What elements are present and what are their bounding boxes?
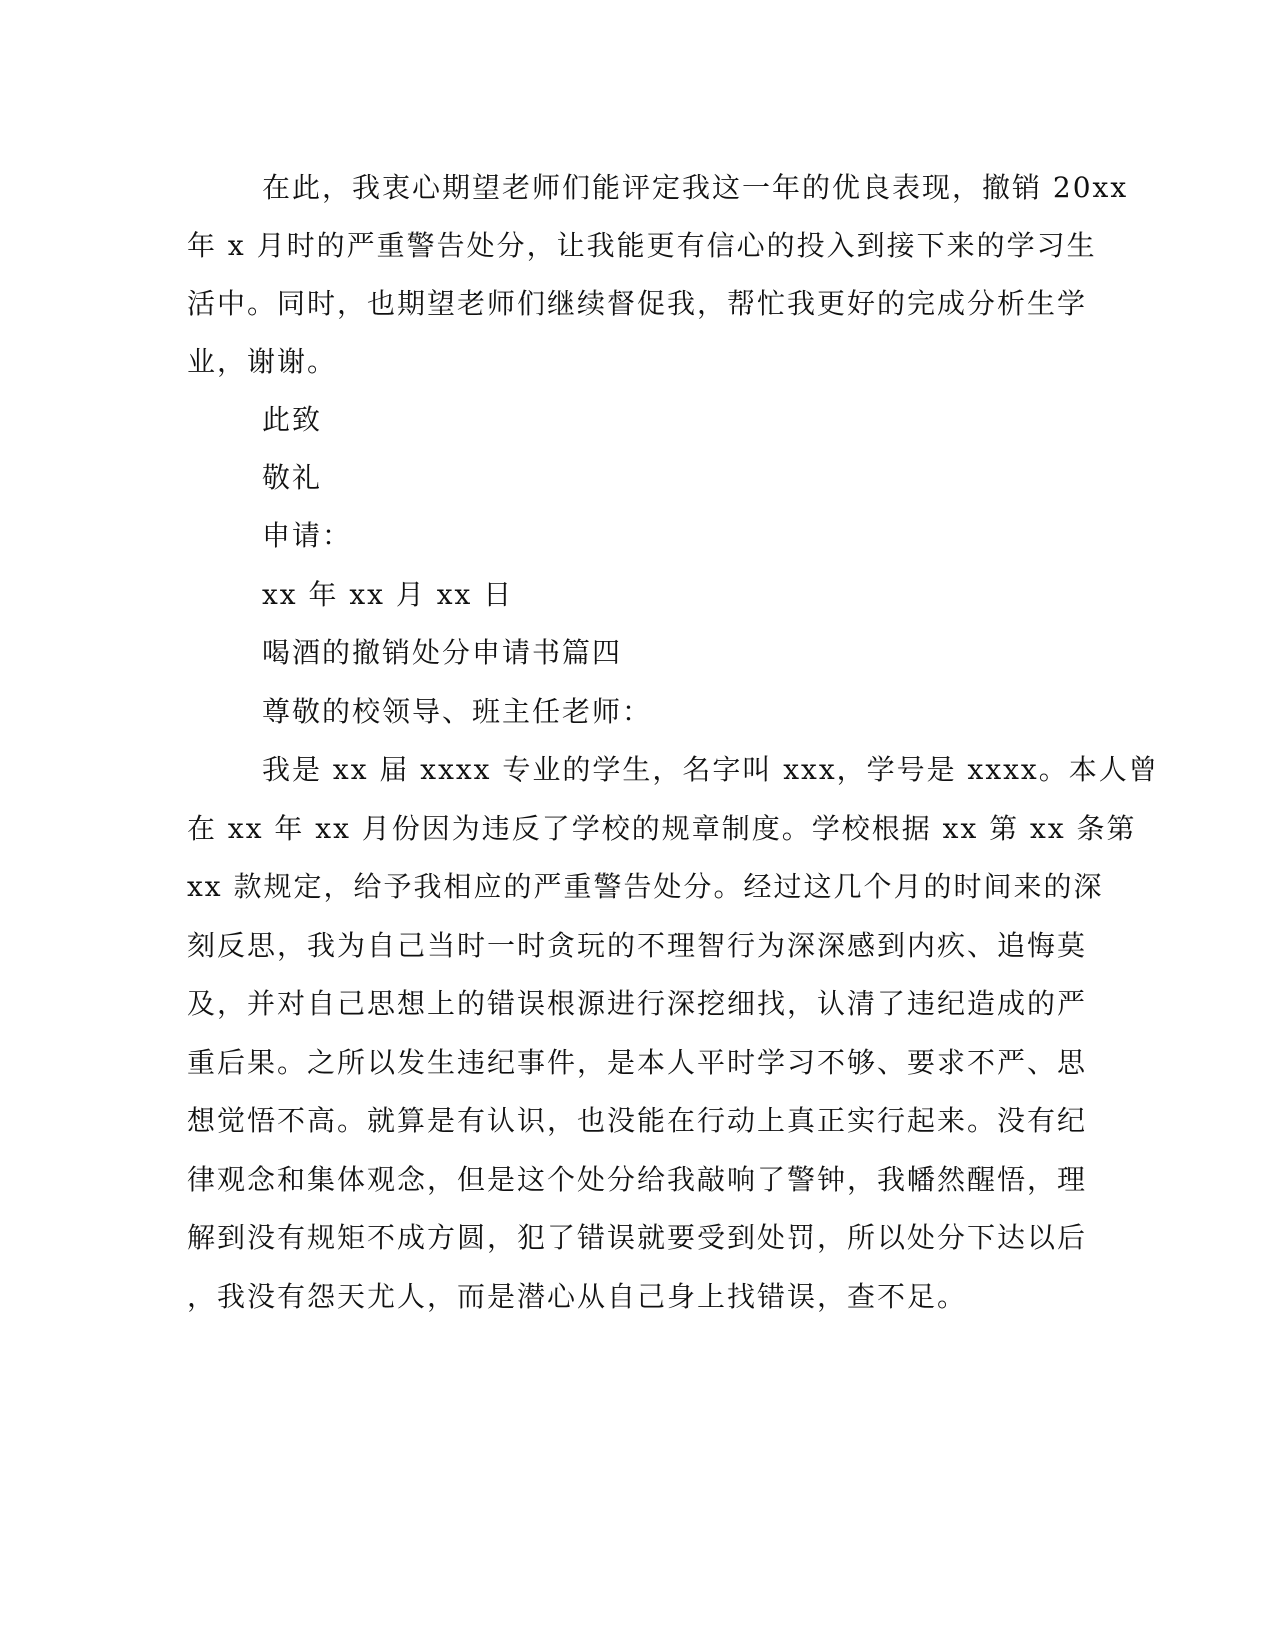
paragraph-line: 想觉悟不高。就算是有认识，也没能在行动上真正实行起来。没有纪 bbox=[187, 1104, 1088, 1137]
closing-jing-li: 敬礼 bbox=[262, 461, 323, 494]
paragraph-line: 我是 xx 届 xxxx 专业的学生，名字叫 xxx，学号是 xxxx。本人曾 bbox=[262, 753, 1159, 786]
paragraph-line: 刻反思，我为自己当时一时贪玩的不理智行为深深感到内疚、追悔莫 bbox=[187, 929, 1088, 962]
section-title: 喝酒的撤销处分申请书篇四 bbox=[262, 636, 623, 669]
paragraph-line: 重后果。之所以发生违纪事件，是本人平时学习不够、要求不严、思 bbox=[187, 1046, 1088, 1079]
paragraph-line: 律观念和集体观念，但是这个处分给我敲响了警钟，我幡然醒悟，理 bbox=[187, 1163, 1088, 1196]
paragraph-line: 业，谢谢。 bbox=[187, 345, 338, 378]
date-line: xx 年 xx 月 xx 日 bbox=[262, 578, 514, 611]
paragraph-line: 在 xx 年 xx 月份因为违反了学校的规章制度。学校根据 xx 第 xx 条第 bbox=[187, 812, 1137, 845]
applicant-label: 申请： bbox=[262, 519, 353, 552]
closing-ci-zhi: 此致 bbox=[262, 403, 323, 436]
paragraph-line: xx 款规定，给予我相应的严重警告处分。经过这几个月的时间来的深 bbox=[187, 870, 1104, 903]
paragraph-line: 活中。同时，也期望老师们继续督促我，帮忙我更好的完成分析生学 bbox=[187, 287, 1088, 320]
paragraph-line: 年 x 月时的严重警告处分，让我能更有信心的投入到接下来的学习生 bbox=[187, 229, 1097, 262]
paragraph-line: 及，并对自己思想上的错误根源进行深挖细找，认清了违纪造成的严 bbox=[187, 987, 1088, 1020]
paragraph-line: ，我没有怨天尤人，而是潜心从自己身上找错误，查不足。 bbox=[187, 1280, 968, 1313]
paragraph-line: 解到没有规矩不成方圆，犯了错误就要受到处罚，所以处分下达以后 bbox=[187, 1221, 1088, 1254]
paragraph-line: 在此，我衷心期望老师们能评定我这一年的优良表现，撤销 20xx bbox=[262, 171, 1129, 204]
salutation: 尊敬的校领导、班主任老师： bbox=[262, 695, 653, 728]
